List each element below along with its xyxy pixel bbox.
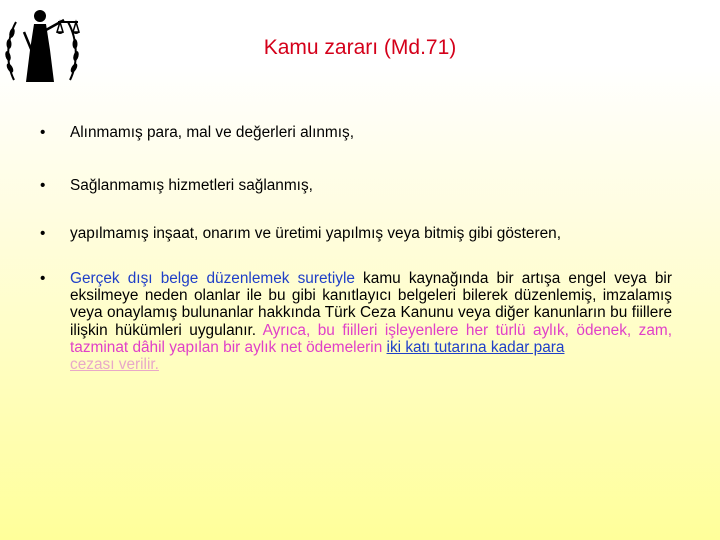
bullet-text: kamu kaynağında bir artışa engel veya bir eksilmeye neden olanlar ile bu gibi kanıtlayıcı belgeleri bilerek düzenlemiş, imzalamış veya onaylamış bulunanlar hakkında Türk Ceza Kanunu veya diğer kanunların bu fiillere ilişkin hükümleri uygulanır. bbox=[70, 269, 672, 339]
list-item bbox=[40, 177, 672, 194]
bullet-text: Alınmamış para, mal ve değerleri alınmış, bbox=[70, 124, 354, 141]
bullet-text: Sağlanmamış hizmetleri sağlanmış, bbox=[70, 177, 313, 195]
bullet-marker: • bbox=[40, 269, 46, 287]
list-item bbox=[40, 225, 672, 242]
page-title: Kamu zararı (Md.71) bbox=[263, 36, 457, 59]
highlight-text-blue: Gerçek dışı belge düzenlemek suretiyle bbox=[70, 269, 355, 287]
underlined-text-blue: iki katı tutarına kadar para bbox=[386, 339, 565, 357]
list-item bbox=[40, 270, 672, 374]
bullet-text: yapılmamış inşaat, onarım ve üretimi yapılmış veya bitmiş gibi gösteren, bbox=[70, 224, 561, 242]
bullet-marker: • bbox=[40, 124, 46, 141]
bullet-marker: • bbox=[40, 224, 46, 242]
list-item bbox=[40, 124, 672, 141]
underlined-text-pink: cezası verilir. bbox=[70, 356, 159, 374]
bullet-marker: • bbox=[40, 177, 46, 195]
highlight-text-pink: Ayrıca, bu fiilleri işleyenlere her türlü aylık, ödenek, zam, tazminat dâhil yapılan bir aylık net ödemelerin bbox=[70, 321, 672, 357]
bullet-list bbox=[40, 124, 672, 374]
